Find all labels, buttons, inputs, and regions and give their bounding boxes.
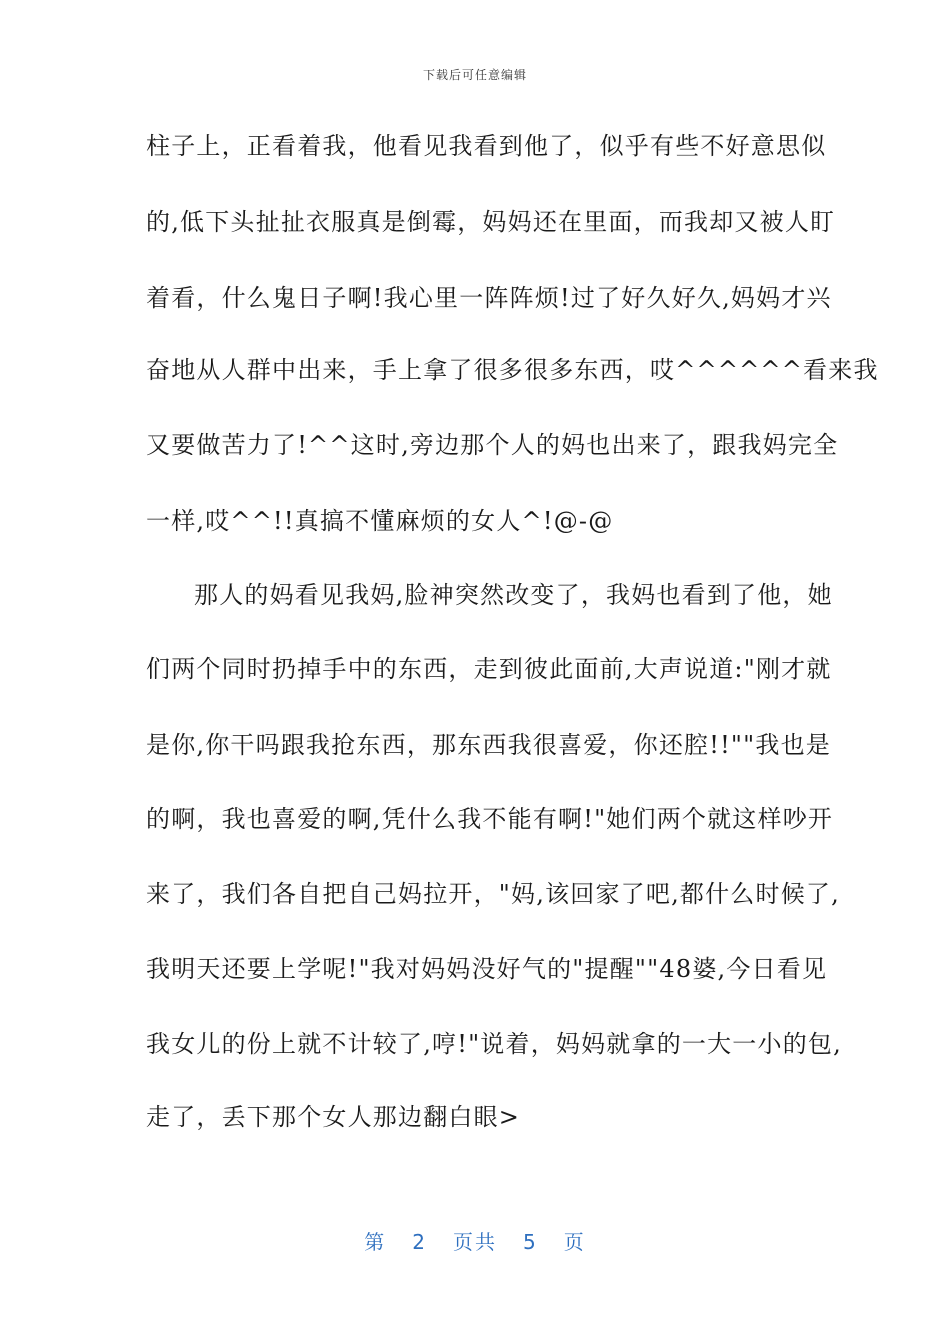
body-line-4: 奋地从人群中出来，手上拿了很多很多东西，哎^^^^^^看来我 [146, 356, 879, 384]
body-line-9: 是你,你干吗跟我抢东西，那东西我很喜爱，你还腔!!""我也是 [146, 731, 831, 759]
footer-total-pages: 5 [523, 1230, 538, 1254]
body-line-6: 一样,哎^^!!真搞不懂麻烦的女人^!@-@ [146, 507, 614, 535]
footer-current-page: 2 [412, 1230, 427, 1254]
body-line-7: 那人的妈看见我妈,脸神突然改变了，我妈也看到了他，她 [194, 581, 833, 609]
body-line-3: 着看，什么鬼日子啊!我心里一阵阵烦!过了好久好久,妈妈才兴 [146, 284, 832, 312]
page-footer [0, 1226, 950, 1255]
body-line-14: 走了，丢下那个女人那边翻白眼> [146, 1103, 521, 1131]
body-line-1: 柱子上，正看着我，他看见我看到他了，似乎有些不好意思似 [146, 132, 827, 160]
body-line-12: 我明天还要上学呢!"我对妈妈没好气的"提醒""48婆,今日看见 [146, 955, 828, 983]
body-line-10: 的啊，我也喜爱的啊,凭什么我不能有啊!"她们两个就这样吵开 [146, 805, 834, 833]
body-line-5: 又要做苦力了!^^这时,旁边那个人的妈也出来了，跟我妈完全 [146, 431, 839, 459]
body-line-11: 来了，我们各自把自己妈拉开，"妈,该回家了吧,都什么时候了, [146, 880, 840, 908]
footer-suffix: 页 [563, 1230, 586, 1254]
body-line-2: 的,低下头扯扯衣服真是倒霉，妈妈还在里面，而我却又被人盯 [146, 208, 836, 236]
footer-middle: 页共 [453, 1230, 497, 1254]
body-line-13: 我女儿的份上就不计较了,哼!"说着，妈妈就拿的一大一小的包, [146, 1030, 842, 1058]
footer-prefix: 第 [364, 1230, 387, 1254]
page-header: 下载后可任意编辑 [422, 68, 527, 82]
body-line-8: 们两个同时扔掉手中的东西，走到彼此面前,大声说道:"刚才就 [146, 655, 832, 683]
